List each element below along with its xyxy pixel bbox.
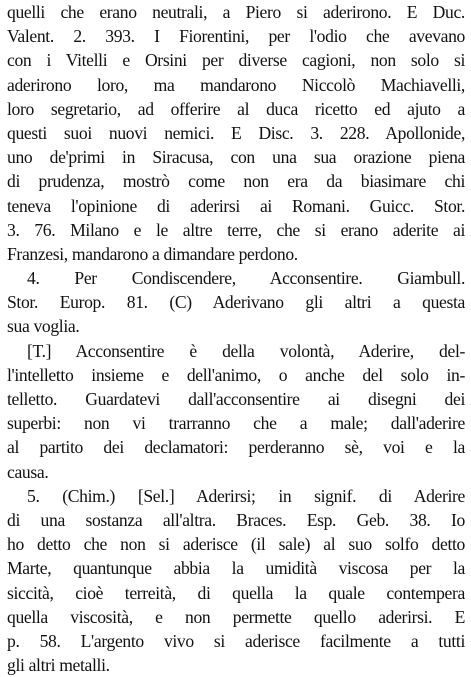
text-line-1: quelli che erano neutrali, a Piero si aderirono. E Duc. [7, 2, 465, 22]
text-line-19: al partito dei declamatori: perderanno sè, voi e la [7, 437, 465, 458]
text-line-8: di prudenza, mostrò come non era da biasimare chi [7, 171, 465, 192]
text-line-14: sua voglia. [7, 316, 80, 337]
text-line-3: con i Vitelli e Orsini per diverse cagioni, non solo si [7, 50, 465, 71]
text-line-18: superbi: non vi trarranno che a male; dall'aderire [7, 413, 465, 434]
dictionary-page [7, 0, 465, 677]
text-line-26: quella viscosità, e non permette quello aderirsi. E [7, 606, 465, 627]
text-line-24: Marte, quantunque abbia la umidità viscosa per la [7, 558, 465, 579]
text-line-4: aderirono loro, ma mandarono Niccolò Machiavelli, [7, 74, 465, 95]
text-line-15: [T.] Acconsentire è della volontà, Aderire, del- [27, 340, 465, 361]
text-line-13: Stor. Europ. 81. (C) Aderivano gli altri a questa [7, 292, 465, 313]
text-line-27: p. 58. L'argento vivo si aderisce facilmente a tutti [7, 630, 465, 651]
text-line-12: 4. Per Condiscendere, Acconsentire. Giambull. [27, 268, 465, 289]
text-line-6: questi suoi nuovi nemici. E Disc. 3. 228. Apollonide, [7, 122, 465, 143]
text-line-20: causa. [7, 461, 49, 482]
text-line-25: siccità, cioè terreità, di quella la quale contempera [7, 582, 465, 603]
text-line-5: loro segretario, ad offerire al duca ricetto ed ajuto a [7, 98, 465, 119]
text-line-9: teneva l'opinione di aderirsi ai Romani. Guicc. Stor. [7, 195, 465, 216]
text-line-21: 5. (Chim.) [Sel.] Aderirsi; in signif. di Aderire [27, 485, 465, 506]
text-line-16: l'intelletto insieme e dell'animo, o anche del solo in- [7, 364, 465, 385]
text-line-10: 3. 76. Milano e le altre terre, che si erano aderite ai [7, 219, 465, 240]
text-line-22: di una sostanza all'altra. Braces. Esp. Geb. 38. Io [7, 509, 465, 530]
text-line-2: Valent. 2. 393. I Fiorentini, per l'odio che avevano [7, 26, 465, 47]
text-line-28: gli altri metalli. [7, 655, 110, 676]
text-line-7: uno de'primi in Siracusa, con una sua orazione piena [7, 147, 465, 168]
text-line-17: telletto. Guardatevi dall'acconsentire ai disegni dei [7, 389, 465, 409]
text-line-11: Franzesi, mandarono a dimandare perdono. [7, 243, 298, 264]
text-line-23: ho detto che non si aderisce (il sale) al suo solfo detto [7, 534, 465, 555]
